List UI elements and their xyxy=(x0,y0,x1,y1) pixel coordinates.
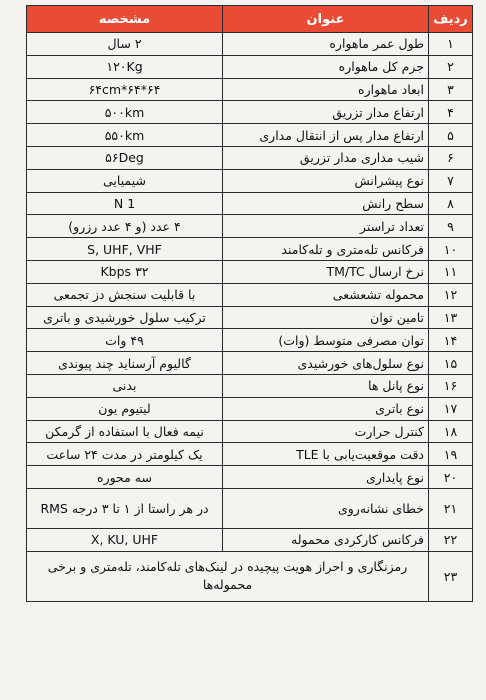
row-num: ۱۱ xyxy=(429,260,473,283)
row-title: محموله تشعشعی xyxy=(223,283,429,306)
row-num: ۱۴ xyxy=(429,329,473,352)
table-row xyxy=(27,55,473,78)
row-spec: سه محوره xyxy=(27,466,223,489)
row-spec: 1 N xyxy=(27,192,223,215)
row-spec: یک کیلومتر در مدت ۲۴ ساعت xyxy=(27,443,223,466)
row-title: تامین توان xyxy=(223,306,429,329)
row-num: ۱۵ xyxy=(429,352,473,375)
table-row xyxy=(27,260,473,283)
row-spec: ۵۶Deg xyxy=(27,146,223,169)
row-num: ۱ xyxy=(429,33,473,56)
row-spec: S, UHF, VHF xyxy=(27,238,223,261)
row-num: ۲۲ xyxy=(429,528,473,551)
row-title: نوع پیشرانش xyxy=(223,169,429,192)
row-num: ۸ xyxy=(429,192,473,215)
row-spec: در هر راستا از ۱ تا ۳ درجه RMS xyxy=(27,488,223,528)
row-num: ۹ xyxy=(429,215,473,238)
row-title: نرخ ارسال TM/TC xyxy=(223,260,429,283)
row-title: جرم کل ماهواره xyxy=(223,55,429,78)
table-row xyxy=(27,551,473,601)
table-row xyxy=(27,329,473,352)
row-num: ۱۰ xyxy=(429,238,473,261)
row-spec: ۶۴*۶۴*۶۴cm xyxy=(27,78,223,101)
row-num: ۲۰ xyxy=(429,466,473,489)
row-num: ۲۱ xyxy=(429,488,473,528)
row-spec: لیتیوم یون xyxy=(27,397,223,420)
table-row xyxy=(27,443,473,466)
row-title: کنترل حرارت xyxy=(223,420,429,443)
row-num: ۱۲ xyxy=(429,283,473,306)
table-row xyxy=(27,420,473,443)
row-num: ۱۳ xyxy=(429,306,473,329)
table-row xyxy=(27,33,473,56)
table-row xyxy=(27,488,473,528)
table-row xyxy=(27,124,473,147)
header-title: عنوان xyxy=(223,6,429,33)
row-title: ابعاد ماهواره xyxy=(223,78,429,101)
row-spec: شیمیایی xyxy=(27,169,223,192)
row-spec: ۴ عدد (و ۴ عدد رزرو) xyxy=(27,215,223,238)
row-spec: ۳۲ Kbps xyxy=(27,260,223,283)
row-spec: نیمه فعال با استفاده از گرمکن xyxy=(27,420,223,443)
row-title: طول عمر ماهواره xyxy=(223,33,429,56)
satellite-spec-table xyxy=(26,5,473,602)
row-spec: ۲ سال xyxy=(27,33,223,56)
table-header-row xyxy=(27,6,473,33)
table-row xyxy=(27,374,473,397)
header-spec: مشخصه xyxy=(27,6,223,33)
row-title: ارتفاع مدار پس از انتقال مداری xyxy=(223,124,429,147)
table-row xyxy=(27,78,473,101)
row-spec: ۵۵۰km xyxy=(27,124,223,147)
row-title: رمزنگاری و احراز هویت پیچیده در لینک‌های تله‌کامند، تله‌متری و برخی محموله‌ها xyxy=(27,551,429,601)
table-row xyxy=(27,101,473,124)
row-spec: ۱۲۰Kg xyxy=(27,55,223,78)
row-title: نوع باتری xyxy=(223,397,429,420)
row-title: نوع پایداری xyxy=(223,466,429,489)
row-title: شیب مداری مدار تزریق xyxy=(223,146,429,169)
table-row xyxy=(27,169,473,192)
table-row xyxy=(27,352,473,375)
row-title: دقت موقعیت‌یابی با TLE xyxy=(223,443,429,466)
row-title: نوع سلول‌های خورشیدی xyxy=(223,352,429,375)
row-num: ۴ xyxy=(429,101,473,124)
row-title: تعداد تراستر xyxy=(223,215,429,238)
row-title: سطح رانش xyxy=(223,192,429,215)
row-title: نوع پانل ها xyxy=(223,374,429,397)
row-spec: ۵۰۰km xyxy=(27,101,223,124)
row-num: ۱۶ xyxy=(429,374,473,397)
row-title: توان مصرفی متوسط (وات) xyxy=(223,329,429,352)
row-title: خطای نشانه‌روی xyxy=(223,488,429,528)
table-row xyxy=(27,283,473,306)
row-num: ۲۳ xyxy=(429,551,473,601)
row-num: ۵ xyxy=(429,124,473,147)
row-num: ۲ xyxy=(429,55,473,78)
row-num: ۷ xyxy=(429,169,473,192)
table-row xyxy=(27,306,473,329)
table-row xyxy=(27,397,473,420)
row-num: ۱۸ xyxy=(429,420,473,443)
row-spec: گالیوم آرسناید چند پیوندی xyxy=(27,352,223,375)
row-num: ۶ xyxy=(429,146,473,169)
row-title: فرکانس تله‌متری و تله‌کامند xyxy=(223,238,429,261)
row-num: ۱۹ xyxy=(429,443,473,466)
table-row xyxy=(27,146,473,169)
table-row xyxy=(27,192,473,215)
row-title: فرکانس کارکردی محموله xyxy=(223,528,429,551)
row-spec: بدنی xyxy=(27,374,223,397)
row-spec: X, KU, UHF xyxy=(27,528,223,551)
row-num: ۳ xyxy=(429,78,473,101)
table-row xyxy=(27,466,473,489)
header-num: ردیف xyxy=(429,6,473,33)
table-row xyxy=(27,238,473,261)
row-num: ۱۷ xyxy=(429,397,473,420)
row-spec: ۴۹ وات xyxy=(27,329,223,352)
row-spec: با قابلیت سنجش دز تجمعی xyxy=(27,283,223,306)
table-row xyxy=(27,215,473,238)
row-title: ارتفاع مدار تزریق xyxy=(223,101,429,124)
row-spec: ترکیب سلول خورشیدی و باتری xyxy=(27,306,223,329)
table-row xyxy=(27,528,473,551)
